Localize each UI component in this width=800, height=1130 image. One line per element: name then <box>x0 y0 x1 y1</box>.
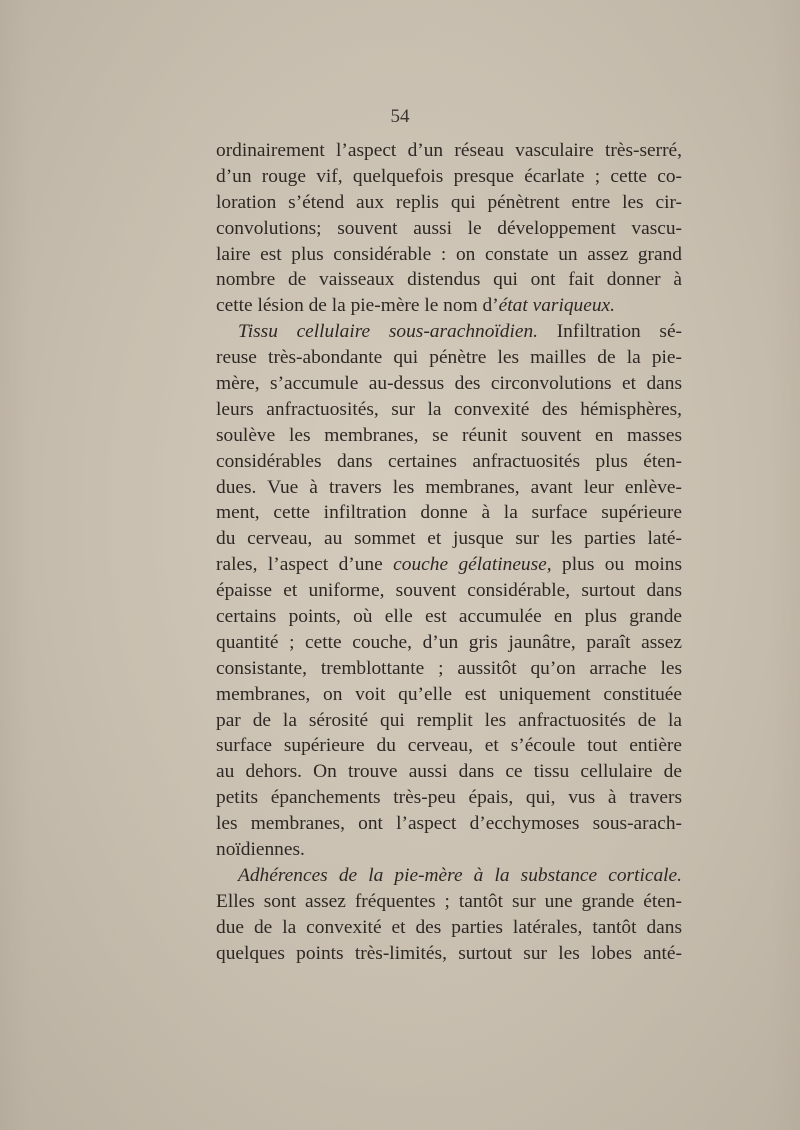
text-run: quantité ; cette couche, d’un gris jaunâtre, paraît assez <box>216 631 682 653</box>
text-line <box>216 863 682 889</box>
text-line <box>216 941 682 967</box>
text-line <box>216 500 682 526</box>
text-line <box>216 267 682 293</box>
italic-text: Tissu cellulaire sous-arachnoïdien. <box>238 321 539 343</box>
text-line <box>216 889 682 915</box>
italic-text: couche gélatineuse, <box>393 554 552 576</box>
text-line <box>216 604 682 630</box>
text-run: reuse très-abondante qui pénètre les mailles de la pie- <box>216 347 682 369</box>
text-run: leurs anfractuosités, sur la convexité des hémisphères, <box>216 398 682 420</box>
text-line <box>216 682 682 708</box>
italic-text: état variqueux. <box>498 295 615 317</box>
text-line <box>216 708 682 734</box>
text-line <box>216 242 682 268</box>
text-line <box>216 811 682 837</box>
text-line <box>216 190 682 216</box>
text-run: par de la sérosité qui remplit les anfractuosités de la <box>216 709 682 731</box>
text-line <box>216 578 682 604</box>
italic-text: Adhérences de la pie-mère à la substance corticale. <box>238 864 682 886</box>
text-line <box>216 319 682 345</box>
page-number: 54 <box>390 106 410 127</box>
text-line <box>216 733 682 759</box>
text-line <box>216 345 682 371</box>
text-run: d’un rouge vif, quelquefois presque écarlate ; cette co- <box>216 165 682 187</box>
text-run: convolutions; souvent aussi le développement vascu- <box>216 217 682 239</box>
text-run: ment, cette infiltration donne à la surface supérieure <box>216 502 682 524</box>
text-line <box>216 785 682 811</box>
text-run: soulève les membranes, se réunit souvent en masses <box>216 424 682 446</box>
body-text <box>216 138 682 967</box>
text-run: les membranes, ont l’aspect d’ecchymoses sous-arach- <box>216 813 682 835</box>
text-line <box>216 423 682 449</box>
text-run: considérables dans certaines anfractuosités plus éten- <box>216 450 682 472</box>
text-run: quelques points très-limités, surtout sur les lobes anté- <box>216 942 682 964</box>
text-run: Infiltration sé- <box>538 321 683 343</box>
text-line <box>216 397 682 423</box>
text-line <box>216 475 682 501</box>
text-run: Elles sont assez fréquentes ; tantôt sur une grande éten- <box>216 890 682 912</box>
text-line <box>216 759 682 785</box>
text-line <box>216 915 682 941</box>
text-line <box>216 449 682 475</box>
text-line <box>216 293 682 319</box>
text-run: membranes, on voit qu’elle est uniquement constituée <box>216 683 682 705</box>
text-run: du cerveau, au sommet et jusque sur les parties laté- <box>216 528 682 550</box>
text-line <box>216 656 682 682</box>
text-line <box>216 164 682 190</box>
text-run: au dehors. On trouve aussi dans ce tissu cellulaire de <box>216 761 682 783</box>
text-run: dues. Vue à travers les membranes, avant leur enlève- <box>216 476 682 498</box>
text-run: due de la convexité et des parties latérales, tantôt dans <box>216 916 682 938</box>
text-run: rales, l’aspect d’une <box>216 554 394 576</box>
text-line <box>216 630 682 656</box>
text-run: laire est plus considérable : on constate un assez grand <box>216 243 682 265</box>
text-run: plus ou moins <box>551 554 682 576</box>
text-run: consistante, tremblottante ; aussitôt qu’on arrache les <box>216 657 682 679</box>
text-run: cette lésion de la pie-mère le nom d’ <box>216 295 499 317</box>
text-run: nombre de vaisseaux distendus qui ont fait donner à <box>216 269 682 291</box>
text-line <box>216 837 682 863</box>
text-run: petits épanchements très-peu épais, qui, vus à travers <box>216 787 682 809</box>
text-run: épaisse et uniforme, souvent considérable, surtout dans <box>216 580 682 602</box>
text-run: mère, s’accumule au-dessus des circonvolutions et dans <box>216 373 682 395</box>
text-run: surface supérieure du cerveau, et s’écoule tout entière <box>216 735 682 757</box>
text-run: ordinairement l’aspect d’un réseau vasculaire très-serré, <box>216 140 682 161</box>
text-run: loration s’étend aux replis qui pénètrent entre les cir- <box>216 191 682 213</box>
text-line <box>216 371 682 397</box>
text-line <box>216 552 682 578</box>
text-line <box>216 138 682 164</box>
text-line <box>216 526 682 552</box>
text-line <box>216 216 682 242</box>
text-run: noïdiennes. <box>216 839 305 861</box>
text-run: certains points, où elle est accumulée en plus grande <box>216 606 682 628</box>
